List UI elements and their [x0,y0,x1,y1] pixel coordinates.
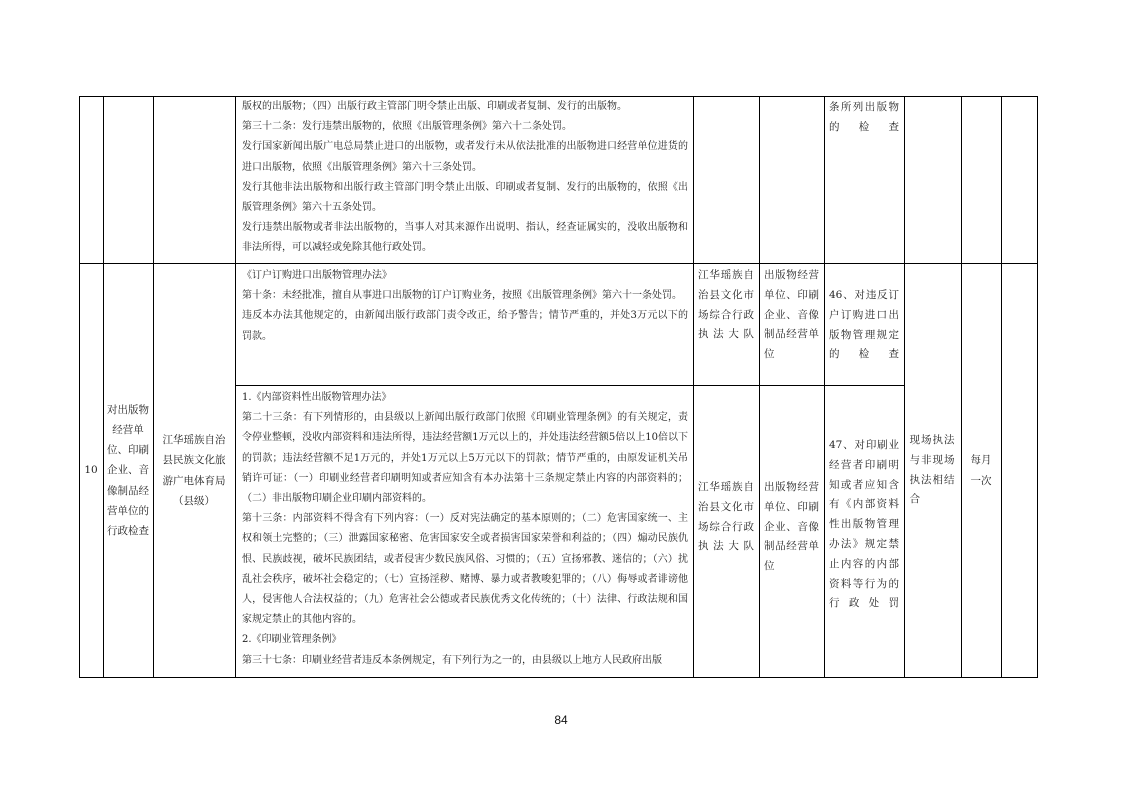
legal-basis-line: 发行其他非法出版物和出版行政主管部门明令禁止出版、印刷或者复制、发行的出版物的，依照《出版管理条例》第六十五条处罚。 [242,181,688,214]
legal-basis-line: 1.《内部资料性出版物管理办法》 [242,392,392,403]
frequency-cell [961,264,1001,677]
executor-text: 江华瑶族自治县文化市场综合行政执法大队 [698,481,754,553]
objects-text: 出版物经营单位、印刷企业、音像制品经营单位 [764,269,819,361]
row-number: 10 [84,464,98,477]
task-cell [103,264,153,677]
frequency-text: 每月一次 [970,454,992,487]
inspection-item-cell-b [829,436,899,614]
legal-basis-cell-a [242,266,688,347]
inspection-item-cell-a [829,286,899,365]
objects-cell-a [764,266,819,365]
executor-cell-b [698,478,754,557]
legal-basis-line: 第十三条：内部资料不得含有下列内容：（一）反对宪法确定的基本原则的；（二）危害国家统一、主权和领土完整的；（三）泄露国家秘密、危害国家安全或者损害国家荣誉和利益的；（四）煽动民族仇恨、民族歧视，破坏民族团结，或者侵害少数民族风俗、习惯的；（五）宣扬邪教、迷信的；（六）扰乱社会秩序，破坏社会稳定的；（七）宣扬淫秽、赌博、暴力或者教唆犯罪的；（八）侮辱或者诽谤他人，侵害他人合法权益的；（九）危害社会公德或者民族优秀文化传统的；（十）法律、行政法规和国家规定禁止的其他内容的。 [242,513,688,626]
method-cell [904,264,961,677]
legal-basis-cell-b [242,388,688,671]
legal-basis-line: 第三十七条：印刷业经营者违反本条例规定，有下列行为之一的，由县级以上地方人民政府出版 [242,654,662,666]
inspection-item-text: 条所列出版物的检查 [829,101,899,133]
executor-text: 江华瑶族自治县文化市场综合行政执法大队 [698,269,754,341]
legal-basis-line: 第三十二条：发行违禁出版物的，依照《出版管理条例》第六十二条处罚。 [242,121,572,133]
legal-basis-line: 发行国家新闻出版广电总局禁止进口的出版物，或者发行未从依法批准的出版物进口经营单位进货的进口出版物，依照《出版管理条例》第六十三条处罚。 [242,141,688,173]
legal-basis-line: 发行违禁出版物或者非法出版物的，当事人对其来源作出说明、指认，经查证属实的，没收出版物和非法所得，可以减轻或免除其他行政处罚。 [242,222,688,254]
rule-col-6 [824,96,825,678]
objects-text: 出版物经营单位、印刷企业、音像制品经营单位 [764,481,819,573]
regulation-table [79,96,1037,678]
legal-basis-line: 2.《印刷业管理条例》 [242,634,342,646]
rule-col-3 [235,96,236,678]
department-cell [153,264,235,677]
inspection-item-text: 47、对印刷业经营者印刷明知或者应知含有《内部资料性出版物管理办法》规定禁止内容的内部资料等行为的行政处罚 [829,439,899,610]
inspection-item-cell-continued [829,98,899,138]
objects-cell-b [764,478,819,577]
rule-col-5 [759,96,760,678]
rule-col-9 [1001,96,1002,678]
department-text: 江华瑶族自治县民族文化旅游广电体育局（县级） [162,434,226,507]
rule-bottom [79,677,1037,678]
method-text: 现场执法与非现场执法相结合 [909,433,956,506]
row-number-cell [79,264,103,677]
task-text: 对出版物经营单位、印刷企业、音像制品经营单位的行政检查 [107,403,149,537]
legal-basis-line: 版权的出版物；（四）出版行政主管部门明令禁止出版、印刷或者复制、发行的出版物。 [242,101,627,112]
page-number: 84 [554,713,568,727]
inspection-item-text: 46、对违反订户订购进口出版物管理规定的检查 [829,289,899,361]
rule-col-4 [693,96,694,678]
rule-subrow-split [235,385,904,386]
rule-col-10 [1037,96,1038,678]
legal-basis-line: 第二十三条：有下列情形的，由县级以上新闻出版行政部门依照《印刷业管理条例》的有关规定，责令停业整顿，没收内部资料和违法所得，违法经营额1万元以上的，并处违法经营额5倍以上10倍以下的罚款；违法经营额不足1万元的，并处1万元以上5万元以下的罚款；情节严重的，由原发证机关吊销许可证：（一）印刷业经营者印刷明知或者应知含有本办法第十三条规定禁止内容的内部资料的；（二）非出版物印刷企业印刷内部资料的。 [242,412,688,505]
legal-basis-cell-continued [242,97,688,262]
legal-basis-line: 违反本办法其他规定的，由新闻出版行政部门责令改正，给予警告；情节严重的，并处3万元以下的罚款。 [242,310,688,342]
legal-basis-line: 《订户订购进口出版物管理办法》 [242,270,392,281]
executor-cell-a [698,266,754,345]
legal-basis-line: 第十条：未经批准，擅自从事进口出版物的订户订购业务，按照《出版管理条例》第六十一条处罚。 [242,290,682,302]
